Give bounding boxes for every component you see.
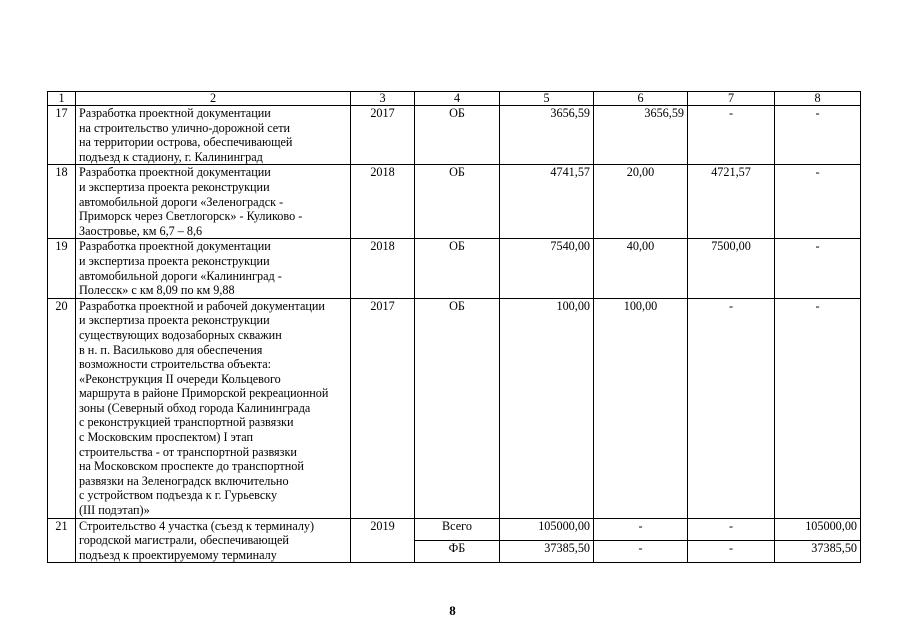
header-row — [48, 92, 861, 106]
row-year2: 4721,57 — [688, 165, 775, 239]
header-cell: 4 — [415, 92, 500, 106]
row-source: ОБ — [415, 239, 500, 298]
row-number: 18 — [48, 165, 76, 239]
row-year: 2017 — [351, 298, 415, 518]
row-year1: - — [594, 518, 688, 540]
table-row — [48, 165, 861, 239]
row-source: ОБ — [415, 165, 500, 239]
row-total: 100,00 — [500, 298, 594, 518]
row-number: 20 — [48, 298, 76, 518]
row-total: 37385,50 — [500, 541, 594, 563]
row-year2: - — [688, 106, 775, 165]
row-year1: - — [594, 541, 688, 563]
row-source: ОБ — [415, 298, 500, 518]
table-row — [48, 298, 861, 518]
row-total: 3656,59 — [500, 106, 594, 165]
row-year3: - — [775, 106, 861, 165]
row-year2: - — [688, 298, 775, 518]
row-description: Разработка проектной документации на строительство улично-дорожной сети на территории острова, обеспечивающей подъезд к стадиону, г. Калининград — [76, 106, 351, 165]
row-source: Всего — [415, 518, 500, 540]
row-year3: - — [775, 298, 861, 518]
header-cell: 7 — [688, 92, 775, 106]
row-year3: 37385,50 — [775, 541, 861, 563]
row-year1: 20,00 — [594, 165, 688, 239]
row-year3: 105000,00 — [775, 518, 861, 540]
header-cell: 3 — [351, 92, 415, 106]
program-table — [47, 91, 861, 563]
table-row — [48, 106, 861, 165]
row-description: Строительство 4 участка (съезд к терминалу) городской магистрали, обеспечивающей подъезд к проектируемому терминалу — [76, 518, 351, 563]
row-description: Разработка проектной документации и экспертиза проекта реконструкции автомобильной дороги «Калининград - Полесск» с км 8,09 по км 9,88 — [76, 239, 351, 298]
row-number: 21 — [48, 518, 76, 563]
row-year2: 7500,00 — [688, 239, 775, 298]
row-year: 2018 — [351, 239, 415, 298]
table-row — [48, 239, 861, 298]
row-description: Разработка проектной и рабочей документации и экспертиза проекта реконструкции существующих водозаборных скважин в н. п. Васильково для обеспечения возможности строительства объекта: «Реконструкция II очереди Кольцевого маршрута в районе Приморской рекреационной зоны (Северный обход города Калининграда с реконструкцией транспортной развязки с Московским проспектом) I этап строительства - от транспортной развязки на Московском проспекте до транспортной развязки на Зеленоградск включительно с устройством подъезда к г. Гурьевску (III подэтап)» — [76, 298, 351, 518]
row-description: Разработка проектной документации и экспертиза проекта реконструкции автомобильной дороги «Зеленоградск - Приморск через Светлогорск» - Куликово - Заостровье, км 6,7 – 8,6 — [76, 165, 351, 239]
row-year3: - — [775, 239, 861, 298]
row-year: 2018 — [351, 165, 415, 239]
row-total: 4741,57 — [500, 165, 594, 239]
header-cell: 8 — [775, 92, 861, 106]
row-year1: 40,00 — [594, 239, 688, 298]
row-source: ФБ — [415, 541, 500, 563]
row-year2: - — [688, 518, 775, 540]
page-number: 8 — [449, 603, 456, 618]
row-total: 105000,00 — [500, 518, 594, 540]
row-number: 19 — [48, 239, 76, 298]
header-cell: 5 — [500, 92, 594, 106]
header-cell: 6 — [594, 92, 688, 106]
row-year: 2019 — [351, 518, 415, 563]
row-total: 7540,00 — [500, 239, 594, 298]
table-row — [48, 518, 861, 540]
row-year1: 100,00 — [594, 298, 688, 518]
row-year3: - — [775, 165, 861, 239]
row-number: 17 — [48, 106, 76, 165]
row-year1: 3656,59 — [594, 106, 688, 165]
row-year: 2017 — [351, 106, 415, 165]
row-year2: - — [688, 541, 775, 563]
row-source: ОБ — [415, 106, 500, 165]
header-cell: 1 — [48, 92, 76, 106]
header-cell: 2 — [76, 92, 351, 106]
